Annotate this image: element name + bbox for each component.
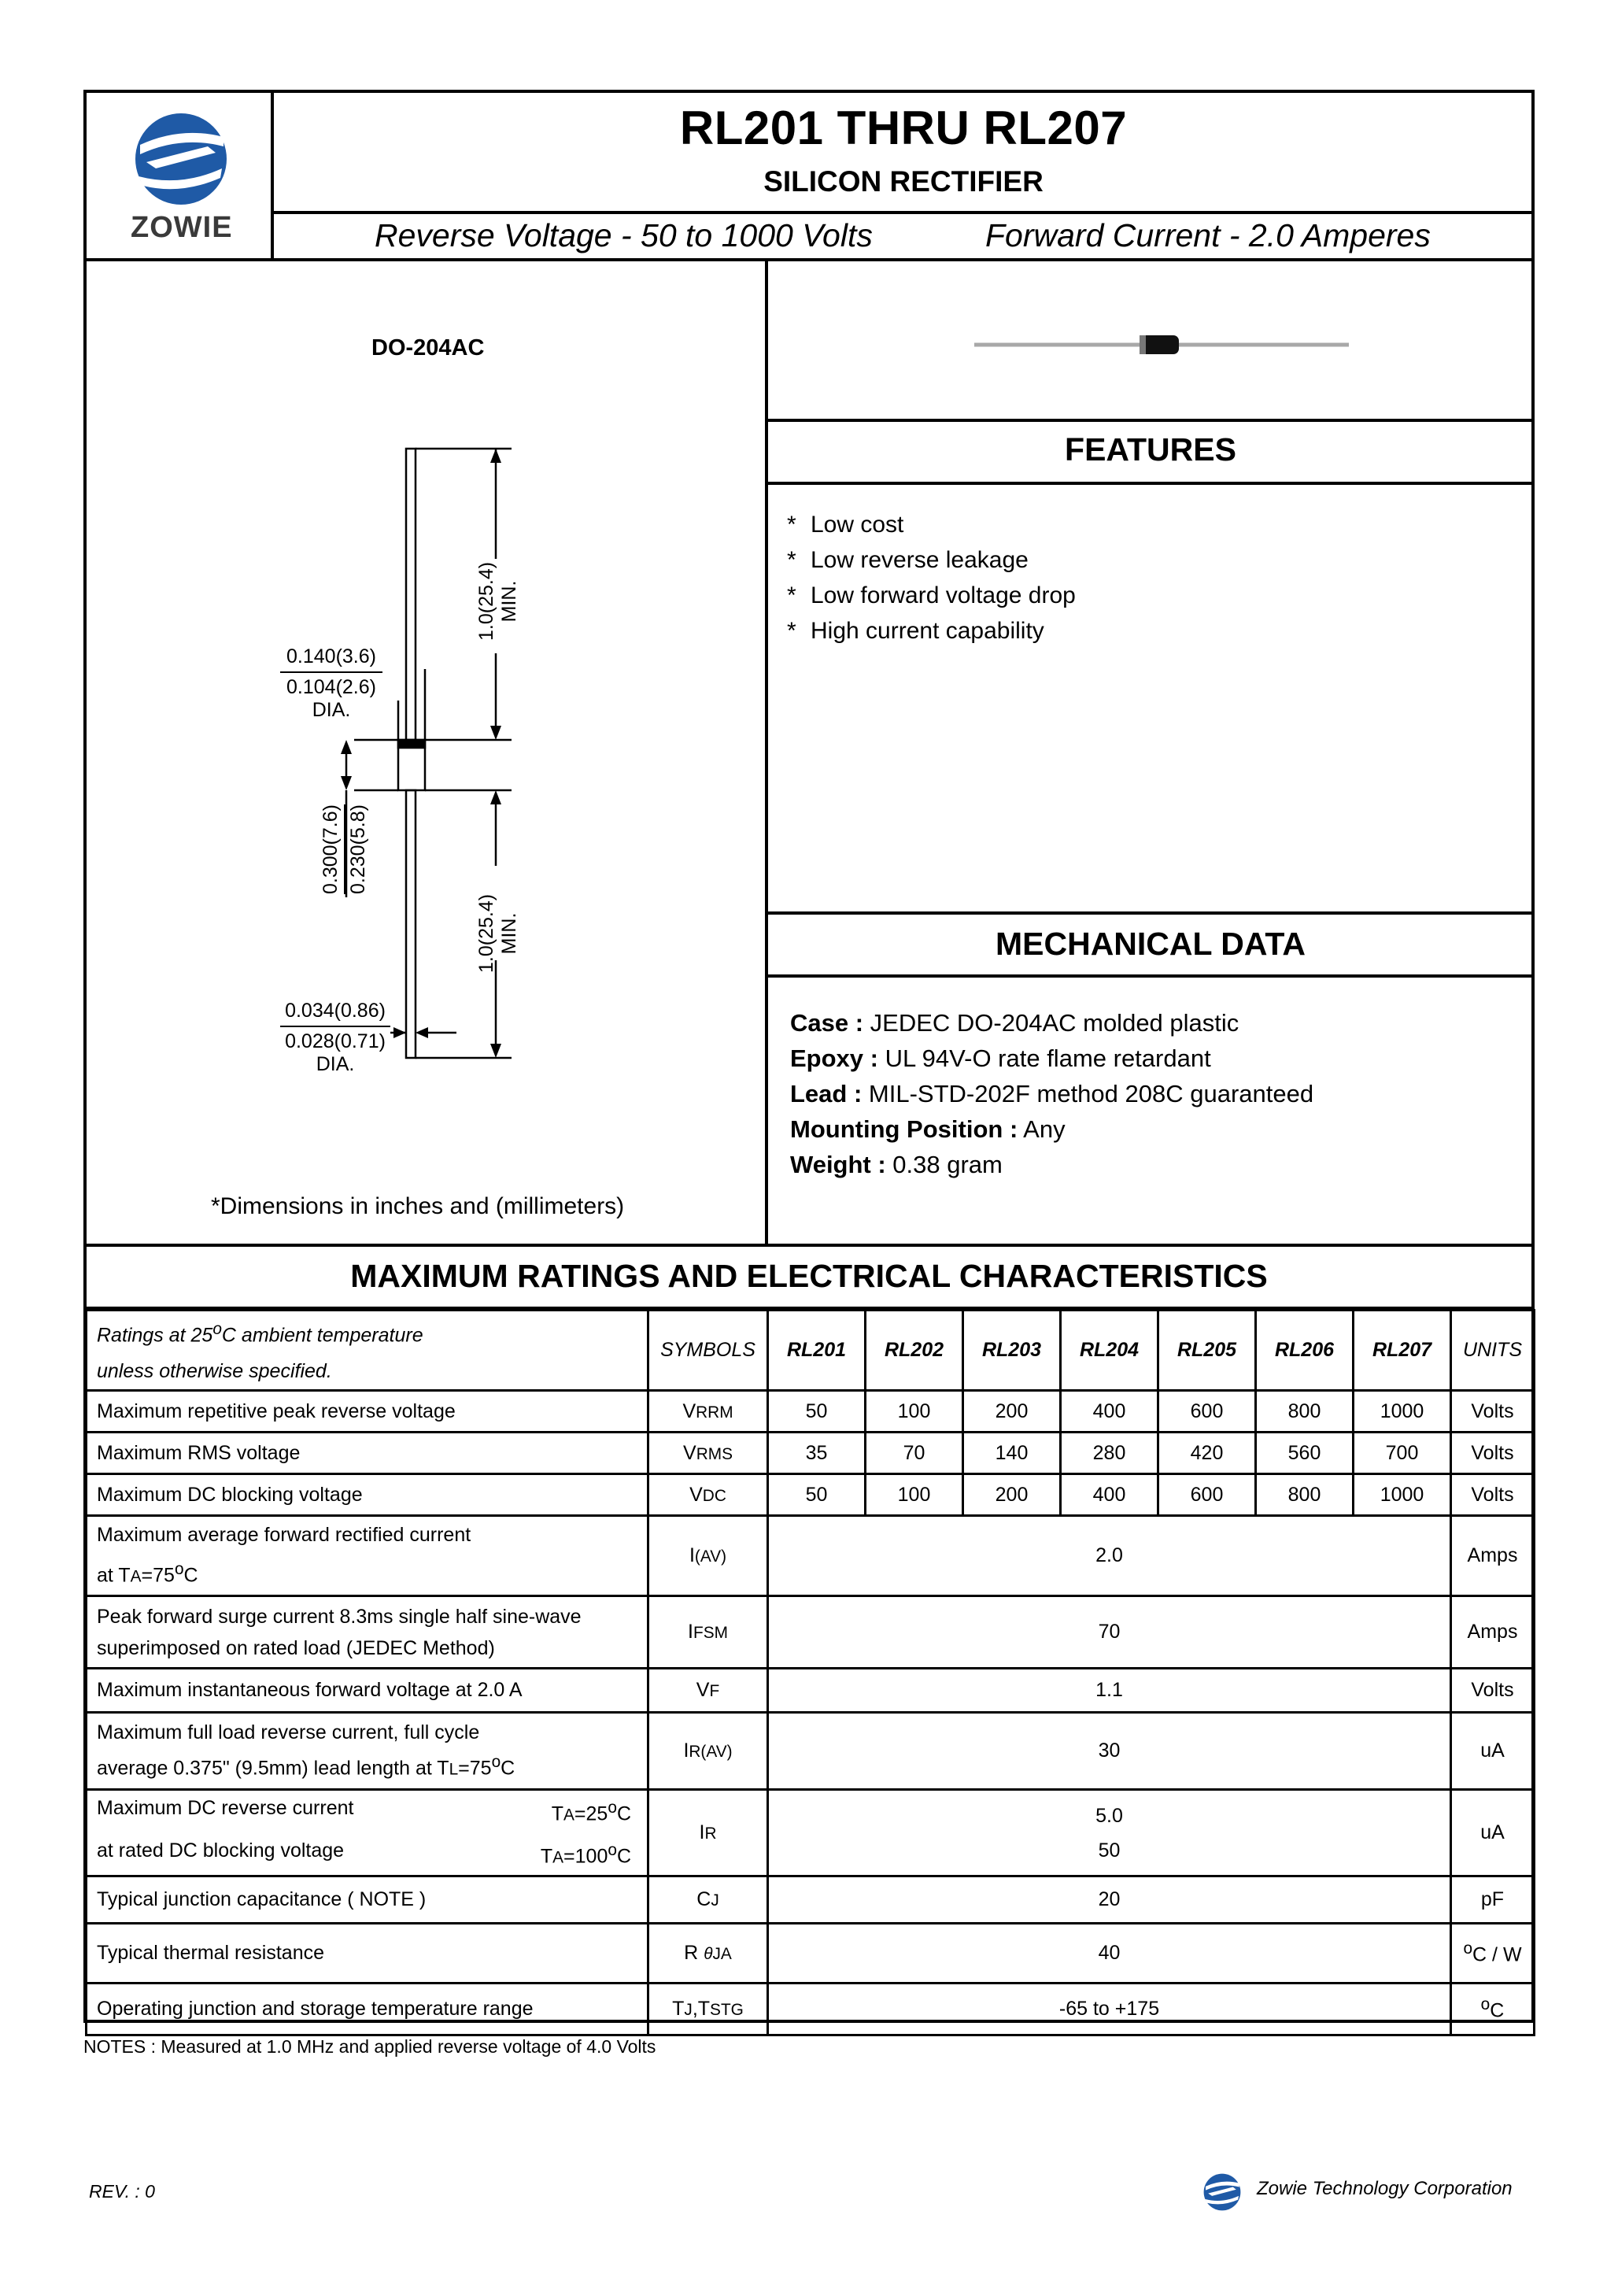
symbol-sub: RMS [696,1444,733,1463]
dim-body-length [320,804,370,894]
symbol-cell [648,1391,768,1433]
symbol-sub: FSM [693,1624,728,1643]
degree-mark: o [608,1840,617,1859]
symbol-cell [648,1923,768,1983]
mech-value: MIL-STD-202F method 208C guaranteed [862,1080,1314,1107]
param-text: =75 [458,1757,492,1780]
value-cell: 560 [1256,1433,1354,1474]
feature-item [787,618,1044,645]
param-cell [87,1516,648,1596]
param-line [97,1747,637,1784]
mech-value: JEDEC DO-204AC molded plastic [863,1009,1239,1037]
mech-label: Case : [790,1009,864,1037]
symbol-cell [648,1790,768,1876]
param-cell [87,1596,648,1669]
symbol-sub: F [709,1682,720,1701]
zowie-logo-icon [132,110,230,208]
mech-label: Epoxy : [790,1044,878,1072]
part-header: RL201 [768,1311,866,1391]
param-cell: Maximum DC blocking voltage [87,1474,648,1516]
symbol-main: I [683,1740,689,1762]
feature-text: Low reverse leakage [811,547,1029,573]
value-cell: 20 [768,1876,1451,1923]
cond-text: unless otherwise specified. [97,1360,332,1383]
param-text: =25 [574,1802,608,1825]
table-header-row [87,1311,1535,1391]
dim-body-dia-max: 0.140(3.6) [280,645,382,673]
value-cell: 1.1 [768,1669,1451,1713]
table-row-iav [87,1516,1535,1596]
unit-cell [1451,1983,1535,2035]
temp-condition [552,1791,637,1832]
param-cell [87,1790,648,1876]
symbol-sub: DC [702,1486,726,1505]
param-cell [87,1713,648,1790]
part-header: RL205 [1158,1311,1256,1391]
param-text: C [501,1757,515,1780]
part-header: RL207 [1354,1311,1451,1391]
param-cell: Typical junction capacitance ( NOTE ) [87,1876,648,1923]
value-cell: 800 [1256,1474,1354,1516]
dimensions-note: *Dimensions in inches and (millimeters) [211,1193,625,1219]
symbol-sub: JA [712,1944,732,1963]
mech-head-line [765,974,1535,978]
unit-cell: pF [1451,1876,1535,1923]
symbol-theta: θ [704,1944,713,1963]
param-line [97,1833,637,1875]
table-row-thermal [87,1923,1535,1983]
param-cell: Maximum repetitive peak reverse voltage [87,1391,648,1433]
degree-mark: o [491,1753,501,1772]
unit-cell: Volts [1451,1669,1535,1713]
value-cell: 800 [1256,1391,1354,1433]
symbol-sub: J [684,2000,693,2019]
value-cell: 280 [1061,1433,1158,1474]
unit-text: C / W [1472,1943,1522,1966]
table-row-vrrm [87,1391,1535,1433]
symbol-sub: STG [710,2000,744,2019]
symbol-sub: RRM [696,1403,733,1422]
value-cell [768,1790,1451,1876]
symbol-cell [648,1474,768,1516]
part-header: RL203 [963,1311,1061,1391]
value-cell: 35 [768,1433,866,1474]
param-text: average 0.375" (9.5mm) lead length at T [97,1757,449,1780]
degree-mark: o [1480,1995,1491,2014]
unit-cell: uA [1451,1790,1535,1876]
unit-text: C [1490,1999,1505,2022]
symbol-cell [648,1876,768,1923]
param-text: C [183,1564,198,1587]
symbol-main: I [688,1621,693,1643]
value-line: 5.0 [1095,1804,1123,1827]
param-line [97,1552,637,1594]
value-cell: 200 [963,1391,1061,1433]
table-row-temperature [87,1983,1535,2035]
table-row-vf [87,1669,1535,1713]
mech-item-mounting [790,1115,1066,1144]
param-line: Peak forward surge current 8.3ms single half sine-wave [97,1605,582,1628]
mech-label: Lead : [790,1080,863,1107]
degree-mark: o [608,1799,617,1817]
forward-current-rating: Forward Current - 2.0 Amperes [985,217,1431,253]
package-outline-drawing [236,441,551,1086]
symbol-main: V [683,1441,696,1464]
mech-label: Mounting Position : [790,1115,1018,1143]
part-header: RL204 [1061,1311,1158,1391]
value-cell: -65 to +175 [768,1983,1451,2035]
revision-label: REV. : 0 [89,2181,155,2202]
feature-item [787,582,1076,609]
symbol-main: I [689,1544,695,1567]
dim-body-dia [280,645,382,722]
unit-cell: Volts [1451,1433,1535,1474]
symbol-sub: J [711,1891,719,1910]
dim-lead-top-value: 1.0(25.4) [475,561,497,641]
middle-divider [765,258,768,1247]
param-text: T [551,1802,564,1825]
mech-value: 0.38 gram [885,1151,1003,1178]
dim-body-dia-min: 0.104(2.6) [286,676,376,698]
reverse-voltage-range: Reverse Voltage - 50 to 1000 Volts [375,217,873,253]
value-cell: 600 [1158,1474,1256,1516]
value-cell: 100 [866,1391,963,1433]
feature-item [787,547,1029,574]
corporation-name: Zowie Technology Corporation [1257,2178,1513,2199]
param-cell: Typical thermal resistance [87,1923,648,1983]
title-divider [271,211,1535,214]
header-divider [83,258,1535,261]
symbol-main: ,T [692,1997,711,2020]
param-text: at rated DC blocking voltage [97,1839,345,1862]
feature-text: Low forward voltage drop [811,582,1076,608]
degree-mark: o [174,1560,184,1579]
value-cell: 50 [768,1391,866,1433]
param-text: C [616,1802,631,1825]
param-sub: A [563,1806,574,1825]
symbol-cell [648,1983,768,2035]
dim-lead-top [475,562,521,641]
param-text: at T [97,1564,131,1587]
dim-lead-dia [280,1000,390,1076]
bullet-mark: * [787,547,796,573]
table-row-irav [87,1713,1535,1790]
param-sub: L [449,1760,459,1779]
conditions-cell [87,1311,648,1391]
param-text: Maximum DC reverse current [97,1797,354,1820]
mech-item-epoxy [790,1044,1211,1073]
param-text: =75 [141,1564,175,1587]
value-cell: 70 [866,1433,963,1474]
ratings-heading: MAXIMUM RATINGS AND ELECTRICAL CHARACTERISTICS [350,1258,1268,1294]
diode-photo [973,329,1350,360]
value-line: 50 [1098,1839,1121,1862]
unit-cell: Amps [1451,1516,1535,1596]
param-cell: Maximum instantaneous forward voltage at 2.0 A [87,1669,648,1713]
feature-item [787,512,903,538]
symbol-sub: R(AV) [689,1743,733,1762]
value-cell: 100 [866,1474,963,1516]
package-name: DO-204AC [371,335,485,360]
param-text: =100 [563,1844,608,1867]
dim-lead-bottom-min: MIN. [498,912,520,955]
value-cell: 600 [1158,1391,1256,1433]
page-title: RL201 THRU RL207 [679,102,1128,154]
logo-text: ZOWIE [131,211,233,244]
param-cell: Maximum RMS voltage [87,1433,648,1474]
feature-text: Low cost [811,512,904,538]
param-line [97,1791,637,1832]
value-cell: 70 [768,1596,1451,1669]
symbol-main: I [699,1821,705,1844]
unit-cell: uA [1451,1713,1535,1790]
symbol-sub: (AV) [694,1547,727,1566]
table-row-vdc [87,1474,1535,1516]
temp-condition [541,1833,637,1875]
symbol-main: V [689,1483,703,1506]
symbol-main: T [672,1997,685,2020]
value-cell: 2.0 [768,1516,1451,1596]
param-line: Maximum full load reverse current, full cycle [97,1721,480,1744]
degree-mark: o [212,1320,222,1338]
value-cell: 400 [1061,1474,1158,1516]
dim-body-length-min: 0.230(5.8) [347,804,369,894]
unit-cell [1451,1923,1535,1983]
part-header: RL206 [1256,1311,1354,1391]
dim-body-dia-label: DIA. [312,699,351,721]
param-sub: A [130,1567,142,1586]
param-sub: A [552,1847,564,1866]
features-head-line [765,482,1535,485]
symbol-cell [648,1433,768,1474]
param-text: C [616,1844,631,1867]
symbol-main: C [696,1887,711,1910]
dim-lead-top-min: MIN. [498,580,520,623]
table-row-ir [87,1790,1535,1876]
param-line: Maximum average forward rectified current [97,1524,471,1547]
table-row-vrms [87,1433,1535,1474]
param-cell: Operating junction and storage temperature range [87,1983,648,2035]
features-top-line [765,419,1535,422]
mech-item-weight [790,1151,1003,1179]
value-cell: 50 [768,1474,866,1516]
ratings-top-line [83,1244,1535,1247]
units-header: UNITS [1451,1311,1535,1391]
mechanical-heading: MECHANICAL DATA [995,926,1306,962]
cond-text: Ratings at 25 [97,1324,213,1347]
value-cell: 40 [768,1923,1451,1983]
bullet-mark: * [787,582,796,608]
param-line: superimposed on rated load (JEDEC Method) [97,1636,495,1659]
value-cell: 420 [1158,1433,1256,1474]
unit-cell: Amps [1451,1596,1535,1669]
symbol-main: V [682,1399,696,1422]
unit-cell: Volts [1451,1474,1535,1516]
symbol-cell [648,1596,768,1669]
symbol-main: R [684,1941,699,1964]
mech-top-line [765,911,1535,915]
page-subtitle: SILICON RECTIFIER [763,165,1044,198]
value-cell: 200 [963,1474,1061,1516]
cond-text: C ambient temperature [221,1324,423,1347]
table-row-ifsm [87,1596,1535,1669]
dim-lead-dia-label: DIA. [316,1053,355,1075]
dim-lead-dia-max: 0.034(0.86) [280,1000,390,1027]
bullet-mark: * [787,512,796,538]
bullet-mark: * [787,618,796,644]
value-cell: 1000 [1354,1391,1451,1433]
dim-lead-bottom [475,894,521,973]
mech-value: Any [1018,1115,1066,1143]
param-text: T [540,1844,553,1867]
feature-text: High current capability [811,618,1044,644]
dim-lead-dia-min: 0.028(0.71) [285,1030,386,1052]
symbol-main: V [696,1679,710,1702]
dim-lead-bottom-value: 1.0(25.4) [475,893,497,973]
symbol-cell [648,1516,768,1596]
zowie-footer-logo-icon [1202,2172,1242,2212]
value-cell: 400 [1061,1391,1158,1433]
mech-label: Weight : [790,1151,886,1178]
notes-text: NOTES : Measured at 1.0 MHz and applied reverse voltage of 4.0 Volts [83,2036,656,2057]
symbol-cell [648,1669,768,1713]
symbol-cell [648,1713,768,1790]
symbols-header: SYMBOLS [648,1311,768,1391]
value-cell: 1000 [1354,1474,1451,1516]
mech-item-lead [790,1080,1313,1108]
value-cell: 30 [768,1713,1451,1790]
mech-value: UL 94V-O rate flame retardant [877,1044,1211,1072]
value-cell: 140 [963,1433,1061,1474]
ratings-table [85,1309,1535,2036]
part-header: RL202 [866,1311,963,1391]
unit-cell: Volts [1451,1391,1535,1433]
value-cell: 700 [1354,1433,1451,1474]
features-heading: FEATURES [1065,431,1236,468]
dim-body-length-max: 0.300(7.6) [320,804,345,894]
mech-item-case [790,1009,1239,1037]
symbol-sub: R [704,1825,717,1843]
table-row-cj [87,1876,1535,1923]
degree-mark: o [1463,1939,1473,1958]
